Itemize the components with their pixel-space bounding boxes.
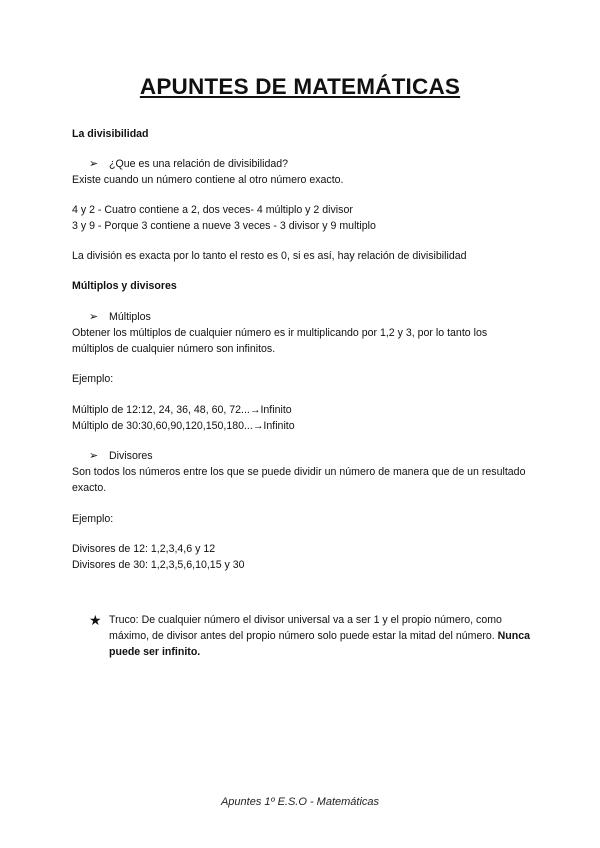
definition-text: Existe cuando un número contiene al otro número exacto. [72, 174, 344, 186]
bullet-multiplos [89, 310, 151, 324]
section-heading-divisibilidad: La divisibilidad [72, 128, 149, 140]
divisores-example: Divisores de 30: 1,2,3,5,6,10,15 y 30 [72, 559, 245, 571]
bullet-text: ¿Que es una relación de divisibilidad? [109, 158, 289, 170]
divisores-text: exacto. [72, 482, 107, 494]
truco-text-bold: puede ser infinito. [109, 646, 201, 658]
truco-text-normal: máximo, de divisor antes del propio número solo puede estar la mitad del número. [109, 630, 498, 642]
page-footer: Apuntes 1º E.S.O - Matemáticas [220, 796, 380, 808]
truco-text [109, 629, 530, 643]
arrow-bullet-icon: ➢ [89, 311, 99, 323]
arrow-bullet-icon: ➢ [89, 158, 99, 170]
ejemplo-label: Ejemplo: [72, 373, 114, 385]
arrow-bullet-icon: ➢ [89, 450, 99, 462]
multiplos-text: Obtener los múltiplos de cualquier número es ir multiplicando por 1,2 y 3, por lo tanto los [72, 327, 488, 339]
bullet-text: Divisores [109, 450, 153, 462]
section-heading-multiplos: Múltiplos y divisores [72, 280, 177, 292]
ejemplo-label: Ejemplo: [72, 513, 114, 525]
truco-text: Truco: De cualquier número el divisor universal va a ser 1 y el propio número, como [109, 614, 502, 626]
multiplo-example: Múltiplo de 12:12, 24, 36, 48, 60, 72...→Infinito [72, 404, 292, 416]
bullet-divisores [89, 449, 153, 463]
bullet-text: Múltiplos [109, 311, 151, 323]
example-line: 3 y 9 - Porque 3 contiene a nueve 3 veces - 3 divisor y 9 multiplo [72, 220, 376, 232]
divisores-example: Divisores de 12: 1,2,3,4,6 y 12 [72, 543, 216, 555]
multiplo-example: Múltiplo de 30:30,60,90,120,150,180...→Infinito [72, 420, 295, 432]
star-icon: ★ [89, 612, 102, 628]
truco-text-bold: Nunca [497, 630, 531, 642]
divisores-text: Son todos los números entre los que se puede dividir un número de manera que de un resultado [72, 466, 526, 478]
note-text: La división es exacta por lo tanto el resto es 0, si es así, hay relación de divisibilidad [72, 250, 467, 262]
bullet-question [89, 157, 288, 171]
page-title: APUNTES DE MATEMÁTICAS [139, 74, 461, 99]
multiplos-text: múltiplos de cualquier número son infinitos. [72, 343, 276, 355]
example-line: 4 y 2 - Cuatro contiene a 2, dos veces- 4 múltiplo y 2 divisor [72, 204, 353, 216]
